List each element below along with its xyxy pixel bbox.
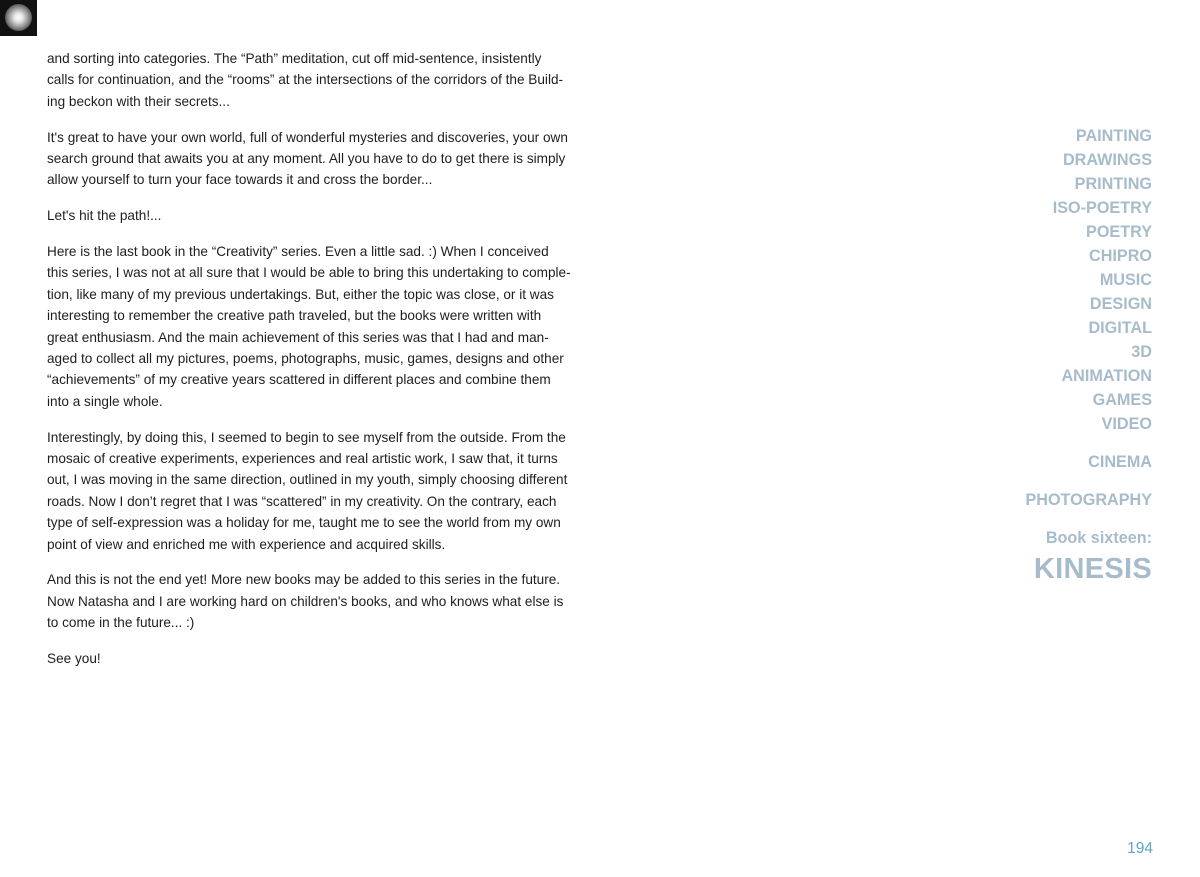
paragraph-continuation: and sorting into categories. The “Path” meditation, cut off mid-sentence, insistently calls for continuation, and the “rooms” at the intersections of the corridors of the Build- ing beckon with their secrets... <box>47 51 564 109</box>
menu-item-drawings[interactable]: DRAWINGS <box>1062 151 1152 169</box>
series-menu <box>852 124 1152 586</box>
menu-item-design[interactable]: DESIGN <box>1089 295 1152 313</box>
book-label: Book sixteen: <box>1045 529 1152 547</box>
paragraph-hit-the-path: Let's hit the path!... <box>47 208 162 224</box>
paragraph-not-the-end: And this is not the end yet! More new books may be added to this series in the future. Now Natasha and I are working hard on children's books, and who knows what else is to come in the future... :) <box>47 572 564 631</box>
page-number: 194 <box>1127 840 1153 857</box>
menu-item-music[interactable]: MUSIC <box>1099 271 1152 289</box>
paragraph-outside-view: Interestingly, by doing this, I seemed to begin to see myself from the outside. From the mosaic of creative experiments, experiences and real artistic work, I saw that, it turns out, I was moving in the same direction, outlined in my youth, simply choosing different roads. Now I don’t regret that I was “scattered” in my creativity. On the contrary, each type of self-expression was a holiday for me, taught me to see the world from my own point of view and enriched me with experience and acquired skills. <box>47 429 568 552</box>
book-title: KINESIS <box>1033 553 1152 585</box>
menu-item-iso-poetry[interactable]: ISO-POETRY <box>1052 199 1152 217</box>
menu-item-cinema[interactable]: CINEMA <box>1088 453 1152 471</box>
orb-glow <box>5 4 32 31</box>
menu-item-photography[interactable]: PHOTOGRAPHY <box>1025 491 1152 509</box>
glowing-orb-icon <box>0 0 37 36</box>
menu-item-chipro[interactable]: CHIPRO <box>1089 247 1152 265</box>
menu-item-printing[interactable]: PRINTING <box>1074 175 1152 193</box>
paragraph-own-world: It's great to have your own world, full of wonderful mysteries and discoveries, your own search ground that awaits you at any moment. All you have to do to get there is simply allow yourself to turn your face towards it and cross the border... <box>47 129 568 188</box>
paragraph-see-you: See you! <box>47 651 101 667</box>
body-text <box>47 48 592 684</box>
paragraph-last-book: Here is the last book in the “Creativity” series. Even a little sad. :) When I conceived this series, I was not at all sure that I would be able to bring this undertaking to comple- tion, like many of my previous undertakings. But, either the topic was close, or it was interesting to remember the creative path traveled, but the books were written with great enthusiasm. And the main achievement of this series was that I had and man- aged to collect all my pictures, poems, photographs, music, games, designs and other “achievements” of my creative years scattered in different places and combine them into a single whole. <box>47 244 571 409</box>
menu-item-poetry[interactable]: POETRY <box>1086 223 1152 241</box>
menu-item-video[interactable]: VIDEO <box>1101 415 1152 433</box>
menu-item-animation[interactable]: ANIMATION <box>1061 367 1152 385</box>
menu-item-painting[interactable]: PAINTING <box>1075 127 1152 145</box>
menu-item-digital[interactable]: DIGITAL <box>1088 319 1152 337</box>
menu-item-games[interactable]: GAMES <box>1092 391 1152 409</box>
menu-item-3d[interactable]: 3D <box>1131 343 1152 361</box>
